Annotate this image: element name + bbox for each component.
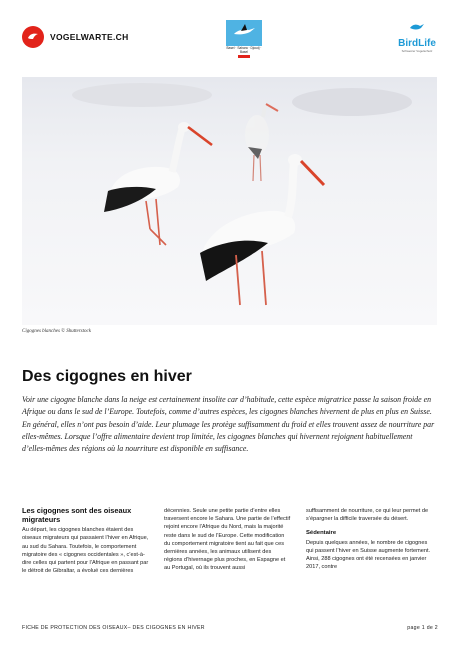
column-text: décennies. Seule une petite partie d’entre elles traversent encore le Sahara. Une partie de l’effectif rejoint encore l’Afrique du Nord, mais la majorité reste dans le sud de l’Europe. Cette modification du comportement migratoire tient au fait que ces dernières années, les animaux utilisent des régions d’hivernage plus proches, en Espagne et au Portugal, où ils trouvent aussi (164, 508, 291, 572)
column-text: Depuis quelques années, le nombre de cigognes qui passent l’hiver en Suisse augmente fortement. Ainsi, 288 cigognes ont été recensées en janvier 2017, contre (306, 539, 431, 571)
column-3 (306, 507, 433, 571)
page-title: Des cigognes en hiver (22, 368, 192, 385)
birdlife-subtitle: Schweizer Vogelschutz (401, 49, 433, 53)
brand-name: VOGELWARTE.CH (50, 32, 129, 42)
flag-icon (238, 55, 250, 58)
page-footer (22, 625, 438, 631)
intro-text (22, 394, 438, 455)
stork-photo (22, 77, 437, 325)
intro-paragraph: En général, elles n’ont pas besoin d’aide. Leur plumage les protège suffisamment du froid et elles trouvent assez de nourriture par elles-mêmes. Lorsque l’offre alimentaire devient trop limitée, les cigognes blanches qui hivernent rejoignent habituellement d’elles-mêmes des régions où la nourriture est disponible en suffisance. (22, 419, 435, 454)
stork-icon (226, 20, 262, 46)
birdlife-name: BirdLife (398, 38, 436, 49)
column-1 (22, 507, 149, 575)
center-logo-caption: Basel · Sahara · Djoudj · Basel (226, 46, 262, 54)
page-number: page 1 de 2 (407, 625, 438, 631)
section-heading: Les cigognes sont des oiseaux migrateurs (22, 506, 132, 524)
birdlife-logo[interactable] (392, 20, 442, 60)
section-heading: Sédentaire (306, 530, 337, 537)
column-2 (164, 507, 291, 573)
intro-paragraph: Voir une cigogne blanche dans la neige est certainement insolite car d’habitude, cette espèce migratrice passe la saison froide en Afrique ou dans le sud de l’Europe. Toutefois, comme d’autres espèces, les cigognes blanches hivernent de plus en plus en Suisse. (22, 395, 432, 417)
center-logo (226, 20, 262, 64)
column-text: Au départ, les cigognes blanches étaient des oiseaux migrateurs qui passaient l’hiver en Afrique, au sud du Sahara. Toutefois, le comportement migratoire des « cigognes occidentales », c’est-à-dire celles qui partent pour l’Afrique en passant par le détroit de Gibraltar, a évolué ces dernières (22, 527, 149, 575)
footer-title: FICHE DE PROTECTION DES OISEAUX– DES CIGOGNES EN HIVER (22, 625, 205, 631)
vogelwarte-logo[interactable] (22, 22, 154, 52)
photo-caption: Cigognes blanches © Shutterstock (22, 329, 91, 334)
birdlife-bird-icon (409, 21, 425, 33)
bird-icon (22, 26, 44, 48)
column-text: suffisamment de nourriture, ce qui leur permet de s’épargner la difficile traversée du désert. (306, 508, 429, 523)
